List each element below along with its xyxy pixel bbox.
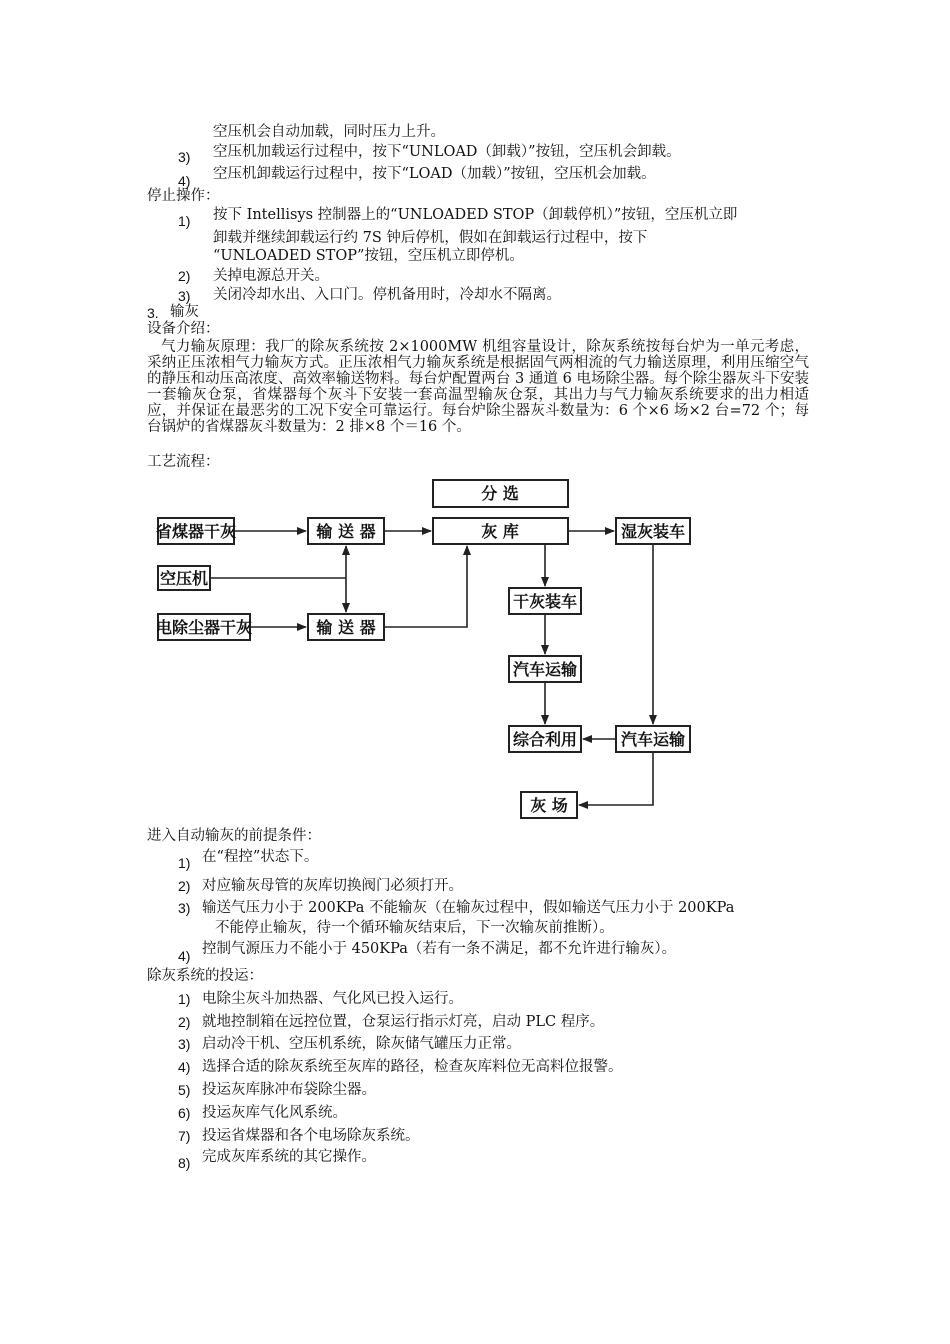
intro-paragraph: 气力输灰原理：我厂的除灰系统按 2×1000MW 机组容量设计，除灰系统按每台炉为一单元考虑，采纳正压浓相气力输灰方式。正压浓相气力输灰系统是根据固气两相流的气力输送原理，利用压缩空气的静压和动压高浓度、高效率输送物料。每台炉配置两台 3 通道 6 电场除尘器。每个除尘器灰斗下安装一套输灰仓泵，省煤器每个灰斗下安装一套高温型输灰仓泵，其出力与气力输灰系统要求的出力相适应，并保证在最恶劣的工况下安全可靠运行。每台炉除尘器灰斗数量为：6 个×6 场×2 台=72 个；每台锅炉的省煤器灰斗数量为：2 排×8 个＝16 个。 (147, 339, 809, 435)
label-shusong2: 输 送 器 (316, 618, 376, 637)
label-fenxuan: 分 选 (481, 484, 519, 503)
list-number: 3) (178, 288, 191, 304)
box-qiche1 (509, 656, 581, 682)
run-heading: 除灰系统的投运： (147, 968, 263, 984)
intro-heading: 设备介绍： (147, 321, 220, 337)
box-shihui (616, 518, 690, 544)
box-shusong2 (308, 614, 384, 640)
list-item: 控制气源压力不能小于 450KPa（若有一条不满足，都不允许进行输灰）。 (202, 941, 677, 957)
process-heading: 工艺流程： (147, 454, 220, 470)
list-number: 4) (178, 1059, 191, 1075)
list-number: 2) (178, 268, 191, 284)
list-item: 空压机卸载运行过程中，按下“LOAD（加载）”按钮，空压机会加载。 (213, 166, 656, 182)
box-ganhui (509, 588, 581, 614)
text-line: 空压机会自动加载，同时压力上升。 (213, 124, 445, 140)
stop-heading: 停止操作： (147, 188, 220, 204)
label-huiku: 灰 库 (481, 522, 519, 541)
box-qiche2 (616, 726, 690, 752)
list-number: 8) (178, 1155, 191, 1171)
arrow-qiche2-huichang (579, 752, 653, 805)
list-number: 6) (178, 1105, 191, 1121)
list-item: 关掉电源总开关。 (213, 268, 329, 284)
list-number: 1) (178, 855, 191, 871)
list-item: 就地控制箱在远控位置，仓泵运行指示灯亮，启动 PLC 程序。 (202, 1014, 605, 1030)
box-shengmei (155, 518, 237, 544)
list-item: 选择合适的除灰系统至灰库的路径，检查灰库料位无高料位报警。 (202, 1059, 623, 1075)
list-number: 3) (178, 149, 191, 165)
list-number: 1) (178, 213, 191, 229)
label-shengmei: 省煤器干灰 (155, 522, 237, 541)
label-zonghe: 综合利用 (512, 730, 578, 749)
box-huiku (433, 518, 568, 544)
list-number: 3) (178, 900, 191, 916)
section-title: 输灰 (170, 304, 199, 320)
label-shusong1: 输 送 器 (316, 522, 376, 541)
box-huichang (521, 792, 577, 818)
list-number: 7) (178, 1128, 191, 1144)
label-qiche2: 汽车运输 (620, 730, 686, 749)
list-item-cont: 卸载并继续卸载运行约 7S 钟后停机，假如在卸载运行过程中，按下 (213, 230, 648, 246)
list-number: 5) (178, 1082, 191, 1098)
list-number: 1) (178, 991, 191, 1007)
label-kongya: 空压机 (159, 569, 209, 588)
list-number: 2) (178, 878, 191, 894)
label-huichang: 灰 场 (530, 796, 568, 815)
list-item: 电除尘灰斗加热器、气化风已投入运行。 (202, 991, 463, 1007)
label-dianchu: 电除尘器干灰 (155, 618, 253, 637)
list-item: 关闭冷却水出、入口门。停机备用时，冷却水不隔离。 (213, 287, 561, 303)
box-fenxuan (433, 480, 568, 507)
box-kongya (158, 566, 210, 590)
arrow-shusong2-huiku (384, 546, 467, 627)
list-item: 启动冷干机、空压机系统，除灰储气罐压力正常。 (202, 1036, 521, 1052)
box-shusong1 (308, 518, 384, 544)
list-item-cont: 不能停止输灰，待一个循环输灰结束后，下一次输灰前推断）。 (215, 920, 614, 936)
box-dianchu (155, 614, 253, 640)
list-item: 对应输灰母管的灰库切换阀门必须打开。 (202, 878, 463, 894)
box-zonghe (509, 726, 581, 752)
list-item: 空压机加载运行过程中，按下“UNLOAD（卸载）”按钮，空压机会卸载。 (213, 144, 681, 160)
label-ganhui: 干灰装车 (512, 592, 578, 611)
section-number: 3. (147, 305, 159, 321)
list-number: 3) (178, 1036, 191, 1052)
list-number: 4) (178, 173, 191, 189)
list-number: 2) (178, 1014, 191, 1030)
list-item: 投运省煤器和各个电场除灰系统。 (202, 1128, 420, 1144)
list-item: 输送气压力小于 200KPa 不能输灰（在输灰过程中，假如输送气压力小于 200KPa (202, 900, 735, 916)
list-item: 在“程控”状态下。 (202, 849, 319, 865)
list-item: 投运灰库脉冲布袋除尘器。 (202, 1082, 376, 1098)
list-number: 4) (178, 948, 191, 964)
label-qiche1: 汽车运输 (512, 660, 578, 679)
list-item-cont: “UNLOADED STOP”按钮，空压机立即停机。 (213, 248, 524, 264)
list-item: 投运灰库气化风系统。 (202, 1105, 347, 1121)
list-item: 按下 Intellisys 控制器上的“UNLOADED STOP（卸载停机）”按钮，空压机立即 (213, 207, 738, 223)
list-item: 完成灰库系统的其它操作。 (202, 1149, 376, 1165)
label-shihui: 湿灰装车 (620, 522, 686, 541)
auto-heading: 进入自动输灰的前提条件： (147, 828, 321, 844)
